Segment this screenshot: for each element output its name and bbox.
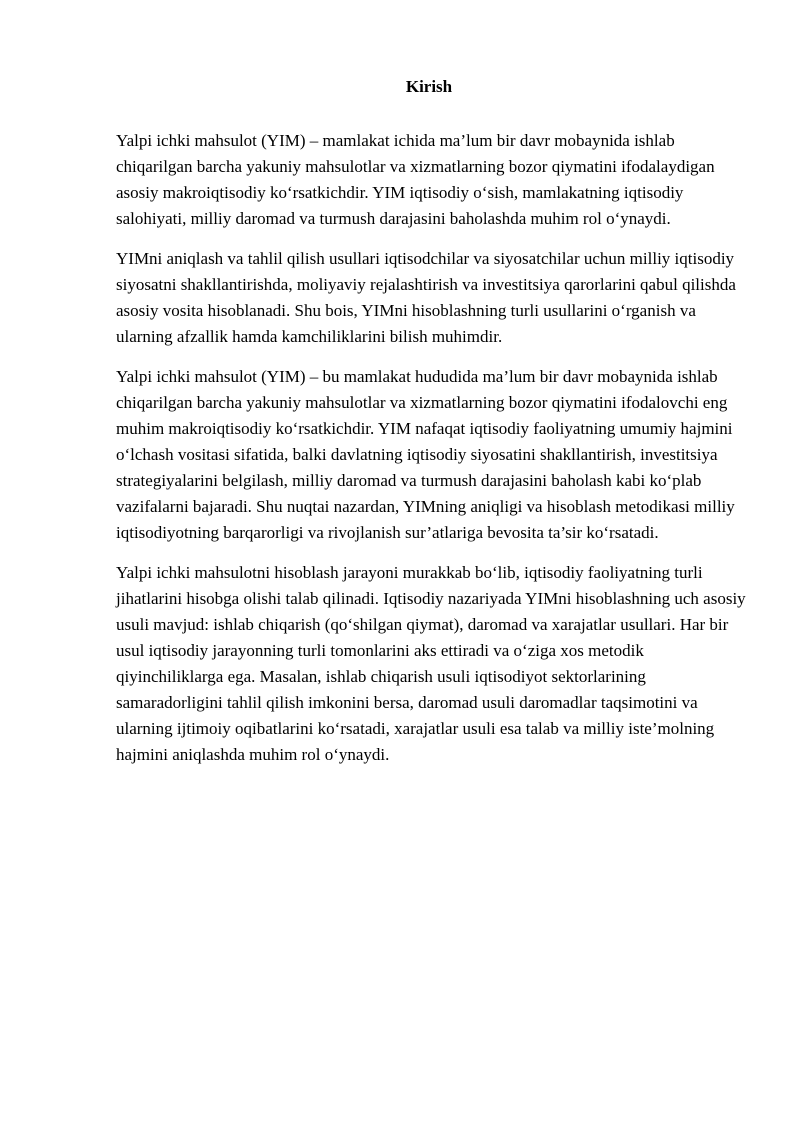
paragraph-1: Yalpi ichki mahsulot (YIM) – mamlakat ichida ma’lum bir davr mobaynida ishlab chiqarilgan barcha yakuniy mahsulotlar va xizmatlarning bozor qiymatini ifodalaydigan asosiy makroiqtisodiy ko‘rsatkichdir. YIM iqtisodiy o‘sish, mamlakatning iqtisodiy salohiyati, milliy daromad va turmush darajasini baholashda muhim rol o‘ynaydi. [116,131,715,228]
paragraph-3: Yalpi ichki mahsulot (YIM) – bu mamlakat hududida ma’lum bir davr mobaynida ishlab chiqarilgan barcha yakuniy mahsulotlar va xizmatlarning bozor qiymatini ifodalovchi eng muhim makroiqtisodiy ko‘rsatkichdir. YIM nafaqat iqtisodiy faoliyatning umumiy hajmini o‘lchash vositasi sifatida, balki davlatning iqtisodiy siyosatini shakllantirish, investitsiya strategiyalarini belgilash, milliy daromad va turmush darajasini baholash kabi ko‘plab vazifalarni bajaradi. Shu nuqtai nazardan, YIMning aniqligi va hisoblash metodikasi milliy iqtisodiyotning barqarorligi va rivojlanish sur’atlariga bevosita ta’sir ko‘rsatadi. [116,367,735,542]
paragraph-4: Yalpi ichki mahsulotni hisoblash jarayoni murakkab bo‘lib, iqtisodiy faoliyatning turli jihatlarini hisobga olishi talab qilinadi. Iqtisodiy nazariyada YIMni hisoblashning uch asosiy usuli mavjud: ishlab chiqarish (qo‘shilgan qiymat), daromad va xarajatlar usullari. Har bir usul iqtisodiy jarayonning turli tomonlarini aks ettiradi va o‘ziga xos metodik qiyinchiliklarga ega. Masalan, ishlab chiqarish usuli iqtisodiyot sektorlarining samaradorligini tahlil qilish imkonini bersa, daromad usuli daromadlar taqsimotini va ularning ijtimoiy oqibatlarini ko‘rsatadi, xarajatlar usuli esa talab va milliy iste’molning hajmini aniqlashda muhim rol o‘ynaydi. [116,563,746,764]
document-body [116,128,748,768]
page-title: Kirish [405,77,453,96]
paragraph-2: YIMni aniqlash va tahlil qilish usullari iqtisodchilar va siyosatchilar uchun milliy iqtisodiy siyosatni shakllantirishda, moliyaviy rejalashtirish va investitsiya qarorlarini qabul qilishda asosiy vosita hisoblanadi. Shu bois, YIMni hisoblashning turli usullarini o‘rganish va ularning afzallik hamda kamchiliklarini bilish muhimdir. [116,249,736,346]
